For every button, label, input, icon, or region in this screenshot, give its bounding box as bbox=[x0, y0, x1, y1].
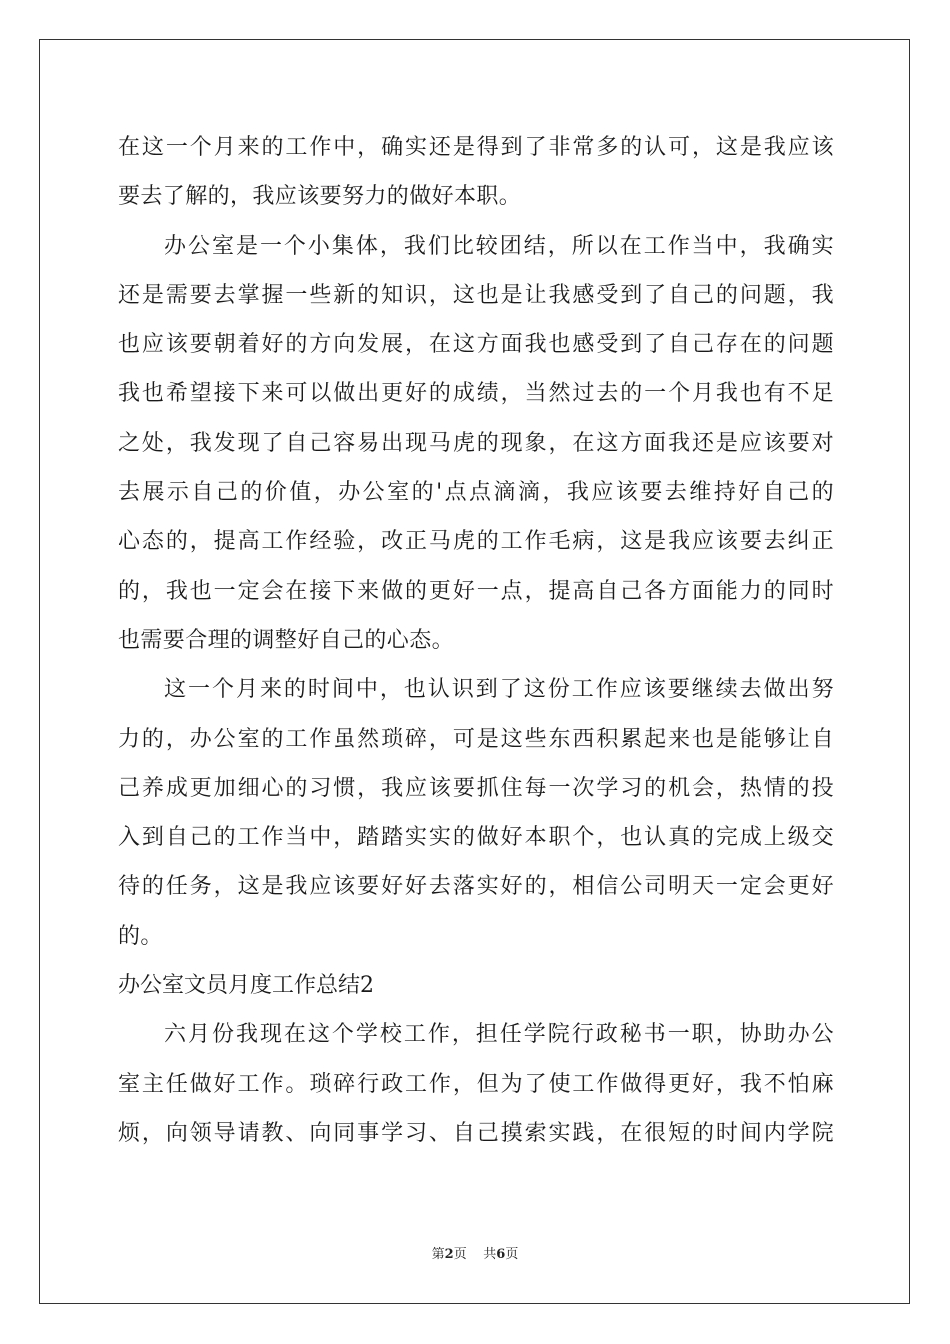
text-line: 的，我也一定会在接下来做的更好一点，提高自己各方面能力的同时 bbox=[118, 578, 834, 604]
text-line: 要去了解的，我应该要努力的做好本职。 bbox=[118, 184, 522, 210]
text-line: 这一个月来的时间中，也认识到了这份工作应该要继续去做出努 bbox=[164, 677, 834, 703]
text-line: 的。 bbox=[118, 923, 163, 949]
text-line: 入到自己的工作当中，踏踏实实的做好本职个，也认真的完成上级交 bbox=[118, 825, 834, 851]
page-number: 2 bbox=[444, 1247, 454, 1262]
page-footer bbox=[0, 1246, 950, 1264]
text-line: 办公室是一个小集体，我们比较团结，所以在工作当中，我确实 bbox=[164, 233, 834, 259]
text-line: 烦，向领导请教、向同事学习、自己摸索实践，在很短的时间内学院 bbox=[118, 1120, 834, 1146]
section-heading: 办公室文员月度工作总结2 bbox=[118, 973, 374, 999]
text-line: 待的任务，这是我应该要好好去落实好的，相信公司明天一定会更好 bbox=[118, 874, 834, 900]
total-prefix: 共 bbox=[483, 1247, 497, 1262]
document-body bbox=[118, 128, 834, 1163]
text-line: 六月份我现在这个学校工作，担任学院行政秘书一职，协助办公 bbox=[164, 1022, 834, 1048]
text-line: 也需要合理的调整好自己的心态。 bbox=[118, 627, 455, 653]
text-line: 室主任做好工作。琐碎行政工作，但为了使工作做得更好，我不怕麻 bbox=[118, 1071, 834, 1097]
text-line: 己养成更加细心的习惯，我应该要抓住每一次学习的机会，热情的投 bbox=[118, 775, 834, 801]
text-line: 之处，我发现了自己容易出现马虎的现象，在这方面我还是应该要对 bbox=[118, 430, 834, 456]
text-line: 在这一个月来的工作中，确实还是得到了非常多的认可，这是我应该 bbox=[118, 135, 834, 160]
text-line: 我也希望接下来可以做出更好的成绩，当然过去的一个月我也有不足 bbox=[118, 381, 834, 407]
text-line: 心态的，提高工作经验，改正马虎的工作毛病，这是我应该要去纠正 bbox=[118, 529, 834, 555]
page-prefix: 第 bbox=[431, 1247, 445, 1262]
total-pages: 6 bbox=[496, 1247, 506, 1262]
text-line: 也应该要朝着好的方向发展，在这方面我也感受到了自己存在的问题 bbox=[118, 332, 834, 358]
text-line: 还是需要去掌握一些新的知识，这也是让我感受到了自己的问题，我 bbox=[118, 282, 834, 308]
text-line: 去展示自己的价值，办公室的'点点滴滴，我应该要去维持好自己的 bbox=[118, 480, 834, 506]
text-line: 力的，办公室的工作虽然琐碎，可是这些东西积累起来也是能够让自 bbox=[118, 726, 834, 752]
page-suffix: 页 bbox=[453, 1247, 467, 1262]
total-suffix: 页 bbox=[505, 1247, 519, 1262]
